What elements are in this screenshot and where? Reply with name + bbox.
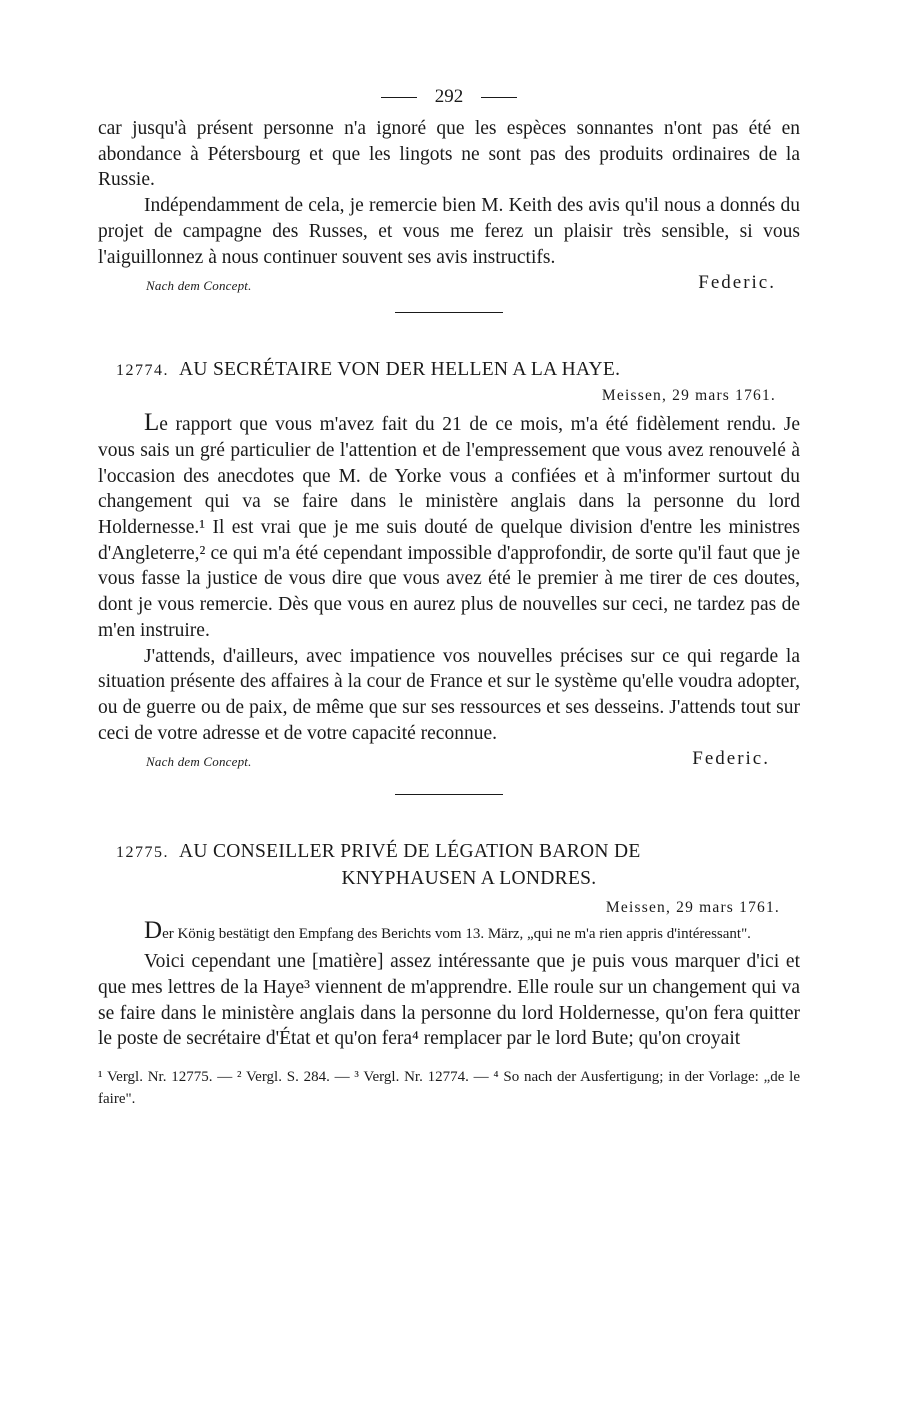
- spacer: [98, 313, 800, 357]
- paragraph: [98, 410, 800, 643]
- paragraph: car jusqu'à présent personne n'a ignoré que les espèces sonnantes n'ont pas été en abondance à Pétersbourg et que les lingots ne sont pas des produits ordinaires de la Russie.: [98, 118, 800, 191]
- summary-paragraph: [98, 917, 800, 945]
- dateline: Meissen, 29 mars 1761.: [605, 899, 780, 917]
- letter-heading-cont: KNYPHAUSEN A LONDRES.: [341, 868, 597, 890]
- spacer: [98, 795, 800, 839]
- closing-row: [98, 272, 800, 298]
- letter-title-line1: AU CONSEILLER PRIVÉ DE LÉGATION BARON DE: [179, 841, 641, 863]
- dateline: Meissen, 29 mars 1761.: [601, 387, 776, 405]
- source-note: Nach dem Concept.: [146, 278, 252, 294]
- letter-heading: [98, 839, 800, 866]
- closing-row: [98, 748, 800, 774]
- paragraph: J'attends, d'ailleurs, avec impatience vos nouvelles précises sur ce qui regarde la situation présente des affaires à la cour de France et sur le système qu'elle voudra adopter, ou de guerre ou de paix, de même que sur ses ressources et ses desseins. J'attends tout sur ceci de votre adresse et de votre capacité reconnue.: [98, 645, 800, 744]
- source-note: Nach dem Concept.: [146, 754, 252, 770]
- page-number: 292: [434, 86, 464, 107]
- signature: Federic.: [698, 272, 776, 294]
- letter-number: 12775.: [116, 844, 169, 862]
- letter-title: AU SECRÉTAIRE VON DER HELLEN A LA HAYE.: [179, 359, 621, 381]
- paragraph: Indépendamment de cela, je remercie bien M. Keith des avis qu'il nous a donnés du projet de campagne des Russes, et vous me ferez un plaisir très sensible, si vous l'aiguillonnez à nous continuer souvent ses avis instructifs.: [98, 195, 800, 268]
- initial-letter: L: [144, 409, 160, 437]
- footnotes: ¹ Vergl. Nr. 12775. — ² Vergl. S. 284. — ³ Vergl. Nr. 12774. — ⁴ So nach der Ausfertigung; in der Vorlage: „de le faire".: [98, 1069, 800, 1108]
- signature: Federic.: [692, 748, 770, 770]
- initial-letter: D: [144, 917, 163, 945]
- paragraph: Voici cependant une [matière] assez intéressante que je puis vous marquer d'ici et que mes lettres de la Haye³ viennent de m'apprendre. Elle roule sur un changement qui va se faire dans le ministère anglais dans la personne du lord Holdernesse, qu'on fera quitter le poste de secrétaire d'État et qu'on fera⁴ remplacer par le lord Bute; qu'on croyait: [98, 951, 800, 1050]
- header-rule-right: [481, 97, 517, 98]
- letter-number: 12774.: [116, 362, 169, 380]
- page-header: [98, 84, 800, 110]
- summary-text: er König bestätigt den Empfang des Berichts vom 13. März, „qui ne m'a rien appris d'intéressant".: [162, 926, 751, 943]
- letter-heading: [98, 357, 800, 384]
- document-page: [98, 84, 800, 1110]
- header-rule-left: [381, 97, 417, 98]
- paragraph-text: e rapport que vous m'avez fait du 21 de ce mois, m'a été fidèlement rendu. Je vous sais un gré particulier de l'attention et de l'empressement que vous avez renouvelé à l'occasion des anecdotes que M. de Yorke vous a confiées et à m'informer surtout du changement qui va se faire dans le ministère anglais dans la personne du lord Holdernesse.¹ Il est vrai que je me suis douté de quelque division d'entre les ministres d'Angleterre,² ce qui m'a été cependant impossible d'approfondir, de sorte qu'il faut que je vous fasse la justice de vous dire que vous avez été le premier à me tirer de ces doutes, dont je vous remercie. Dès que vous en aurez plus de nouvelles sur ceci, ne tardez pas de m'en instruire.: [98, 414, 800, 641]
